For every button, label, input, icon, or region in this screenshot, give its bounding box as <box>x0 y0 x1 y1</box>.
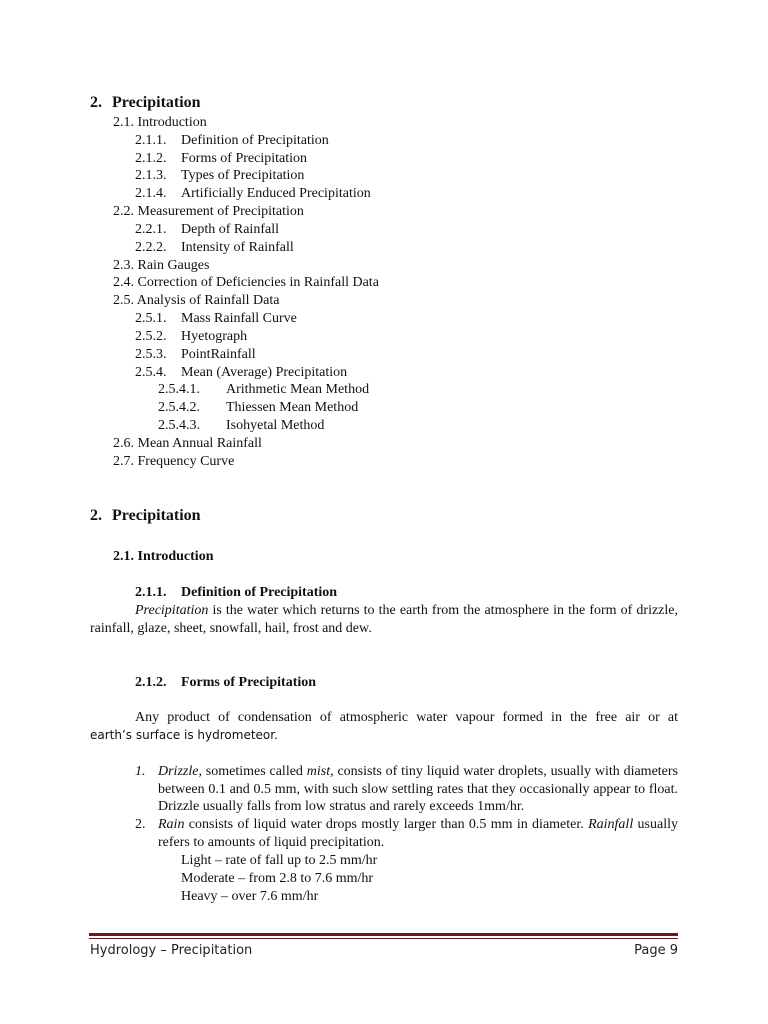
toc-item: 2.5.4.1. Arithmetic Mean Method <box>158 382 370 397</box>
section-heading <box>90 507 201 525</box>
list-number: 2. <box>135 817 146 832</box>
subsubsection-heading-definition: 2.1.1. Definition of Precipitation <box>135 585 338 600</box>
section-heading-title: Precipitation <box>112 507 201 524</box>
toc-heading-title: Precipitation <box>112 94 201 111</box>
toc-item: 2.1.1. Definition of Precipitation <box>135 133 329 148</box>
toc-item: 2.5.3. PointRainfall <box>135 347 256 362</box>
toc-item: 2.5.4. Mean (Average) Precipitation <box>135 365 348 380</box>
toc-item: 2.5.4.2. Thiessen Mean Method <box>158 400 359 415</box>
toc-item: 2.7. Frequency Curve <box>113 454 235 469</box>
footer-rule-thick <box>89 933 678 936</box>
footer-rule-thin <box>89 938 678 939</box>
toc-item: 2.6. Mean Annual Rainfall <box>113 436 262 451</box>
toc-item: 2.5. Analysis of Rainfall Data <box>113 293 280 308</box>
toc-item: 2.3. Rain Gauges <box>113 258 210 273</box>
rain-rate-heavy: Heavy – over 7.6 mm/hr <box>181 889 319 904</box>
definition-paragraph: Precipitation is the water which returns to the earth from the atmosphere in the form of drizzle, rainfall, glaze, sheet, snowfall, hail, frost and dew. <box>90 603 678 636</box>
toc-item: 2.1. Introduction <box>113 115 207 130</box>
toc-item: 2.4. Correction of Deficiencies in Rainfall Data <box>113 275 379 290</box>
subsection-heading-introduction: 2.1. Introduction <box>113 549 214 564</box>
forms-intro-line2: earth’s surface is hydrometeor. <box>90 728 278 742</box>
toc-heading <box>90 94 201 112</box>
page-number: Page 9 <box>634 943 678 958</box>
rain-rate-moderate: Moderate – from 2.8 to 7.6 mm/hr <box>181 871 374 886</box>
rain-rate-light: Light – rate of fall up to 2.5 mm/hr <box>181 853 378 868</box>
toc-item: 2.5.4.3. Isohyetal Method <box>158 418 325 433</box>
section-heading-number: 2. <box>90 507 102 524</box>
toc-item: 2.5.2. Hyetograph <box>135 329 248 344</box>
subsubsection-heading-forms: 2.1.2. Forms of Precipitation <box>135 675 317 690</box>
toc-item: 2.1.3. Types of Precipitation <box>135 168 305 183</box>
toc-heading-number: 2. <box>90 94 102 111</box>
toc-item: 2.1.2. Forms of Precipitation <box>135 151 307 166</box>
forms-intro-line1: Any product of condensation of atmospheric water vapour formed in the free air or at <box>135 710 678 725</box>
list-item-drizzle: Drizzle, sometimes called mist, consists of tiny liquid water droplets, usually with diameters between 0.1 and 0.5 mm, with such slow settling rates that they occasionally appear to float. Drizzle usually falls from low stratus and rarely exceeds 1mm/hr. <box>158 764 678 814</box>
list-item-rain: Rain consists of liquid water drops mostly larger than 0.5 mm in diameter. Rainfall usually refers to amounts of liquid precipitation. <box>158 817 678 850</box>
footer-title: Hydrology – Precipitation <box>90 943 253 958</box>
toc-item: 2.2. Measurement of Precipitation <box>113 204 304 219</box>
toc-item: 2.2.2. Intensity of Rainfall <box>135 240 294 255</box>
toc-item: 2.2.1. Depth of Rainfall <box>135 222 279 237</box>
list-number: 1. <box>135 764 146 779</box>
toc-item: 2.5.1. Mass Rainfall Curve <box>135 311 297 326</box>
toc-item: 2.1.4. Artificially Enduced Precipitation <box>135 186 371 201</box>
